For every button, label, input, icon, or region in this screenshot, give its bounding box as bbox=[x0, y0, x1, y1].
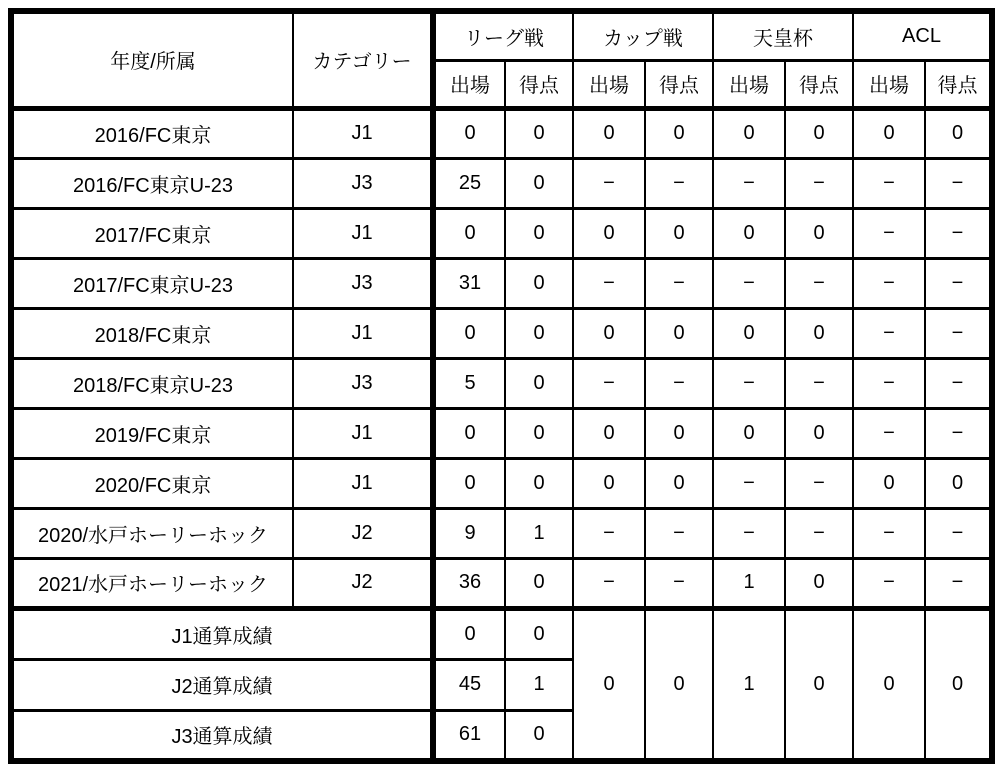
header-section-emperors-cup: 天皇杯 bbox=[713, 11, 853, 60]
cell-acl-goals: − bbox=[925, 408, 992, 458]
cell-league-appearances: 25 bbox=[433, 158, 505, 208]
cell-acl-appearances: 0 bbox=[853, 458, 925, 508]
summary-emperors-goals: 0 bbox=[785, 608, 853, 761]
summary-row-j1 bbox=[11, 608, 992, 659]
cell-league-goals: 1 bbox=[505, 508, 573, 558]
cell-cup-appearances: − bbox=[573, 558, 645, 608]
cell-acl-goals: − bbox=[925, 558, 992, 608]
cell-year-team: 2016/FC東京 bbox=[11, 108, 293, 158]
cell-emperors-appearances: − bbox=[713, 358, 785, 408]
summary-j1-league-appearances: 0 bbox=[433, 608, 505, 659]
cell-cup-goals: − bbox=[645, 158, 713, 208]
cell-cup-goals: − bbox=[645, 508, 713, 558]
summary-label-j2: J2通算成績 bbox=[11, 659, 433, 710]
cell-year-team: 2018/FC東京 bbox=[11, 308, 293, 358]
cell-year-team: 2018/FC東京U-23 bbox=[11, 358, 293, 408]
cell-cup-goals: 0 bbox=[645, 408, 713, 458]
cell-category: J1 bbox=[293, 108, 433, 158]
cell-emperors-goals: 0 bbox=[785, 408, 853, 458]
cell-cup-goals: 0 bbox=[645, 458, 713, 508]
subheader-league-appearances: 出場 bbox=[433, 60, 505, 108]
summary-label-j3: J3通算成績 bbox=[11, 710, 433, 761]
cell-category: J1 bbox=[293, 308, 433, 358]
cell-year-team: 2021/水戸ホーリーホック bbox=[11, 558, 293, 608]
cell-category: J1 bbox=[293, 458, 433, 508]
cell-emperors-appearances: 0 bbox=[713, 108, 785, 158]
cell-emperors-goals: 0 bbox=[785, 208, 853, 258]
cell-year-team: 2016/FC東京U-23 bbox=[11, 158, 293, 208]
cell-emperors-appearances: 0 bbox=[713, 208, 785, 258]
subheader-acl-goals: 得点 bbox=[925, 60, 992, 108]
cell-league-goals: 0 bbox=[505, 358, 573, 408]
cell-emperors-goals: 0 bbox=[785, 308, 853, 358]
cell-league-goals: 0 bbox=[505, 408, 573, 458]
table-row bbox=[11, 308, 992, 358]
cell-emperors-appearances: − bbox=[713, 508, 785, 558]
subheader-emperors-appearances: 出場 bbox=[713, 60, 785, 108]
header-section-cup: カップ戦 bbox=[573, 11, 713, 60]
summary-j2-league-goals: 1 bbox=[505, 659, 573, 710]
cell-category: J3 bbox=[293, 358, 433, 408]
cell-league-goals: 0 bbox=[505, 158, 573, 208]
cell-emperors-goals: − bbox=[785, 458, 853, 508]
cell-category: J3 bbox=[293, 258, 433, 308]
cell-emperors-appearances: 0 bbox=[713, 308, 785, 358]
header-category: カテゴリー bbox=[293, 11, 433, 108]
cell-acl-goals: − bbox=[925, 258, 992, 308]
cell-emperors-goals: − bbox=[785, 258, 853, 308]
cell-acl-appearances: − bbox=[853, 308, 925, 358]
cell-year-team: 2017/FC東京 bbox=[11, 208, 293, 258]
summary-j3-league-appearances: 61 bbox=[433, 710, 505, 761]
cell-acl-appearances: − bbox=[853, 358, 925, 408]
cell-emperors-goals: − bbox=[785, 158, 853, 208]
cell-emperors-goals: − bbox=[785, 508, 853, 558]
cell-acl-goals: − bbox=[925, 358, 992, 408]
table-row bbox=[11, 158, 992, 208]
cell-emperors-appearances: 0 bbox=[713, 408, 785, 458]
cell-acl-goals: 0 bbox=[925, 108, 992, 158]
cell-cup-goals: 0 bbox=[645, 308, 713, 358]
cell-cup-goals: − bbox=[645, 358, 713, 408]
table-row bbox=[11, 108, 992, 158]
cell-league-appearances: 0 bbox=[433, 108, 505, 158]
cell-cup-appearances: − bbox=[573, 508, 645, 558]
cell-emperors-appearances: 1 bbox=[713, 558, 785, 608]
cell-cup-appearances: 0 bbox=[573, 308, 645, 358]
cell-category: J1 bbox=[293, 408, 433, 458]
subheader-cup-appearances: 出場 bbox=[573, 60, 645, 108]
cell-emperors-goals: 0 bbox=[785, 558, 853, 608]
summary-j3-league-goals: 0 bbox=[505, 710, 573, 761]
table-row bbox=[11, 558, 992, 608]
subheader-emperors-goals: 得点 bbox=[785, 60, 853, 108]
table-row bbox=[11, 208, 992, 258]
cell-category: J2 bbox=[293, 508, 433, 558]
cell-acl-appearances: − bbox=[853, 558, 925, 608]
cell-league-appearances: 0 bbox=[433, 208, 505, 258]
cell-category: J1 bbox=[293, 208, 433, 258]
cell-emperors-goals: 0 bbox=[785, 108, 853, 158]
header-year-team: 年度/所属 bbox=[11, 11, 293, 108]
cell-league-appearances: 0 bbox=[433, 308, 505, 358]
cell-category: J2 bbox=[293, 558, 433, 608]
cell-league-goals: 0 bbox=[505, 108, 573, 158]
cell-league-appearances: 31 bbox=[433, 258, 505, 308]
cell-league-goals: 0 bbox=[505, 458, 573, 508]
cell-cup-goals: 0 bbox=[645, 108, 713, 158]
table-row bbox=[11, 458, 992, 508]
cell-league-goals: 0 bbox=[505, 308, 573, 358]
cell-cup-appearances: 0 bbox=[573, 408, 645, 458]
cell-league-goals: 0 bbox=[505, 208, 573, 258]
header-section-league: リーグ戦 bbox=[433, 11, 573, 60]
cell-league-appearances: 9 bbox=[433, 508, 505, 558]
cell-cup-appearances: 0 bbox=[573, 208, 645, 258]
header-row-sections bbox=[11, 11, 992, 60]
cell-league-appearances: 0 bbox=[433, 458, 505, 508]
cell-acl-goals: − bbox=[925, 308, 992, 358]
cell-cup-appearances: − bbox=[573, 358, 645, 408]
cell-emperors-appearances: − bbox=[713, 458, 785, 508]
cell-acl-appearances: − bbox=[853, 508, 925, 558]
cell-cup-goals: − bbox=[645, 558, 713, 608]
cell-acl-goals: 0 bbox=[925, 458, 992, 508]
summary-label-j1: J1通算成績 bbox=[11, 608, 433, 659]
cell-year-team: 2019/FC東京 bbox=[11, 408, 293, 458]
summary-j2-league-appearances: 45 bbox=[433, 659, 505, 710]
player-stats-table bbox=[8, 8, 995, 764]
summary-j1-league-goals: 0 bbox=[505, 608, 573, 659]
header-section-acl: ACL bbox=[853, 11, 992, 60]
cell-cup-goals: − bbox=[645, 258, 713, 308]
table-row bbox=[11, 508, 992, 558]
cell-acl-appearances: 0 bbox=[853, 108, 925, 158]
cell-acl-appearances: − bbox=[853, 258, 925, 308]
cell-cup-goals: 0 bbox=[645, 208, 713, 258]
table-row bbox=[11, 358, 992, 408]
summary-acl-appearances: 0 bbox=[853, 608, 925, 761]
cell-cup-appearances: 0 bbox=[573, 108, 645, 158]
subheader-cup-goals: 得点 bbox=[645, 60, 713, 108]
cell-cup-appearances: − bbox=[573, 158, 645, 208]
table-row bbox=[11, 408, 992, 458]
cell-acl-goals: − bbox=[925, 208, 992, 258]
cell-acl-appearances: − bbox=[853, 408, 925, 458]
cell-year-team: 2017/FC東京U-23 bbox=[11, 258, 293, 308]
cell-league-goals: 0 bbox=[505, 558, 573, 608]
cell-emperors-goals: − bbox=[785, 358, 853, 408]
cell-acl-goals: − bbox=[925, 158, 992, 208]
summary-cup-goals: 0 bbox=[645, 608, 713, 761]
cell-acl-appearances: − bbox=[853, 208, 925, 258]
cell-cup-appearances: − bbox=[573, 258, 645, 308]
summary-emperors-appearances: 1 bbox=[713, 608, 785, 761]
cell-league-goals: 0 bbox=[505, 258, 573, 308]
subheader-acl-appearances: 出場 bbox=[853, 60, 925, 108]
cell-emperors-appearances: − bbox=[713, 258, 785, 308]
cell-acl-goals: − bbox=[925, 508, 992, 558]
summary-cup-appearances: 0 bbox=[573, 608, 645, 761]
subheader-league-goals: 得点 bbox=[505, 60, 573, 108]
cell-year-team: 2020/水戸ホーリーホック bbox=[11, 508, 293, 558]
cell-emperors-appearances: − bbox=[713, 158, 785, 208]
cell-league-appearances: 0 bbox=[433, 408, 505, 458]
cell-year-team: 2020/FC東京 bbox=[11, 458, 293, 508]
cell-league-appearances: 5 bbox=[433, 358, 505, 408]
table-row bbox=[11, 258, 992, 308]
cell-acl-appearances: − bbox=[853, 158, 925, 208]
cell-cup-appearances: 0 bbox=[573, 458, 645, 508]
cell-league-appearances: 36 bbox=[433, 558, 505, 608]
cell-category: J3 bbox=[293, 158, 433, 208]
summary-acl-goals: 0 bbox=[925, 608, 992, 761]
